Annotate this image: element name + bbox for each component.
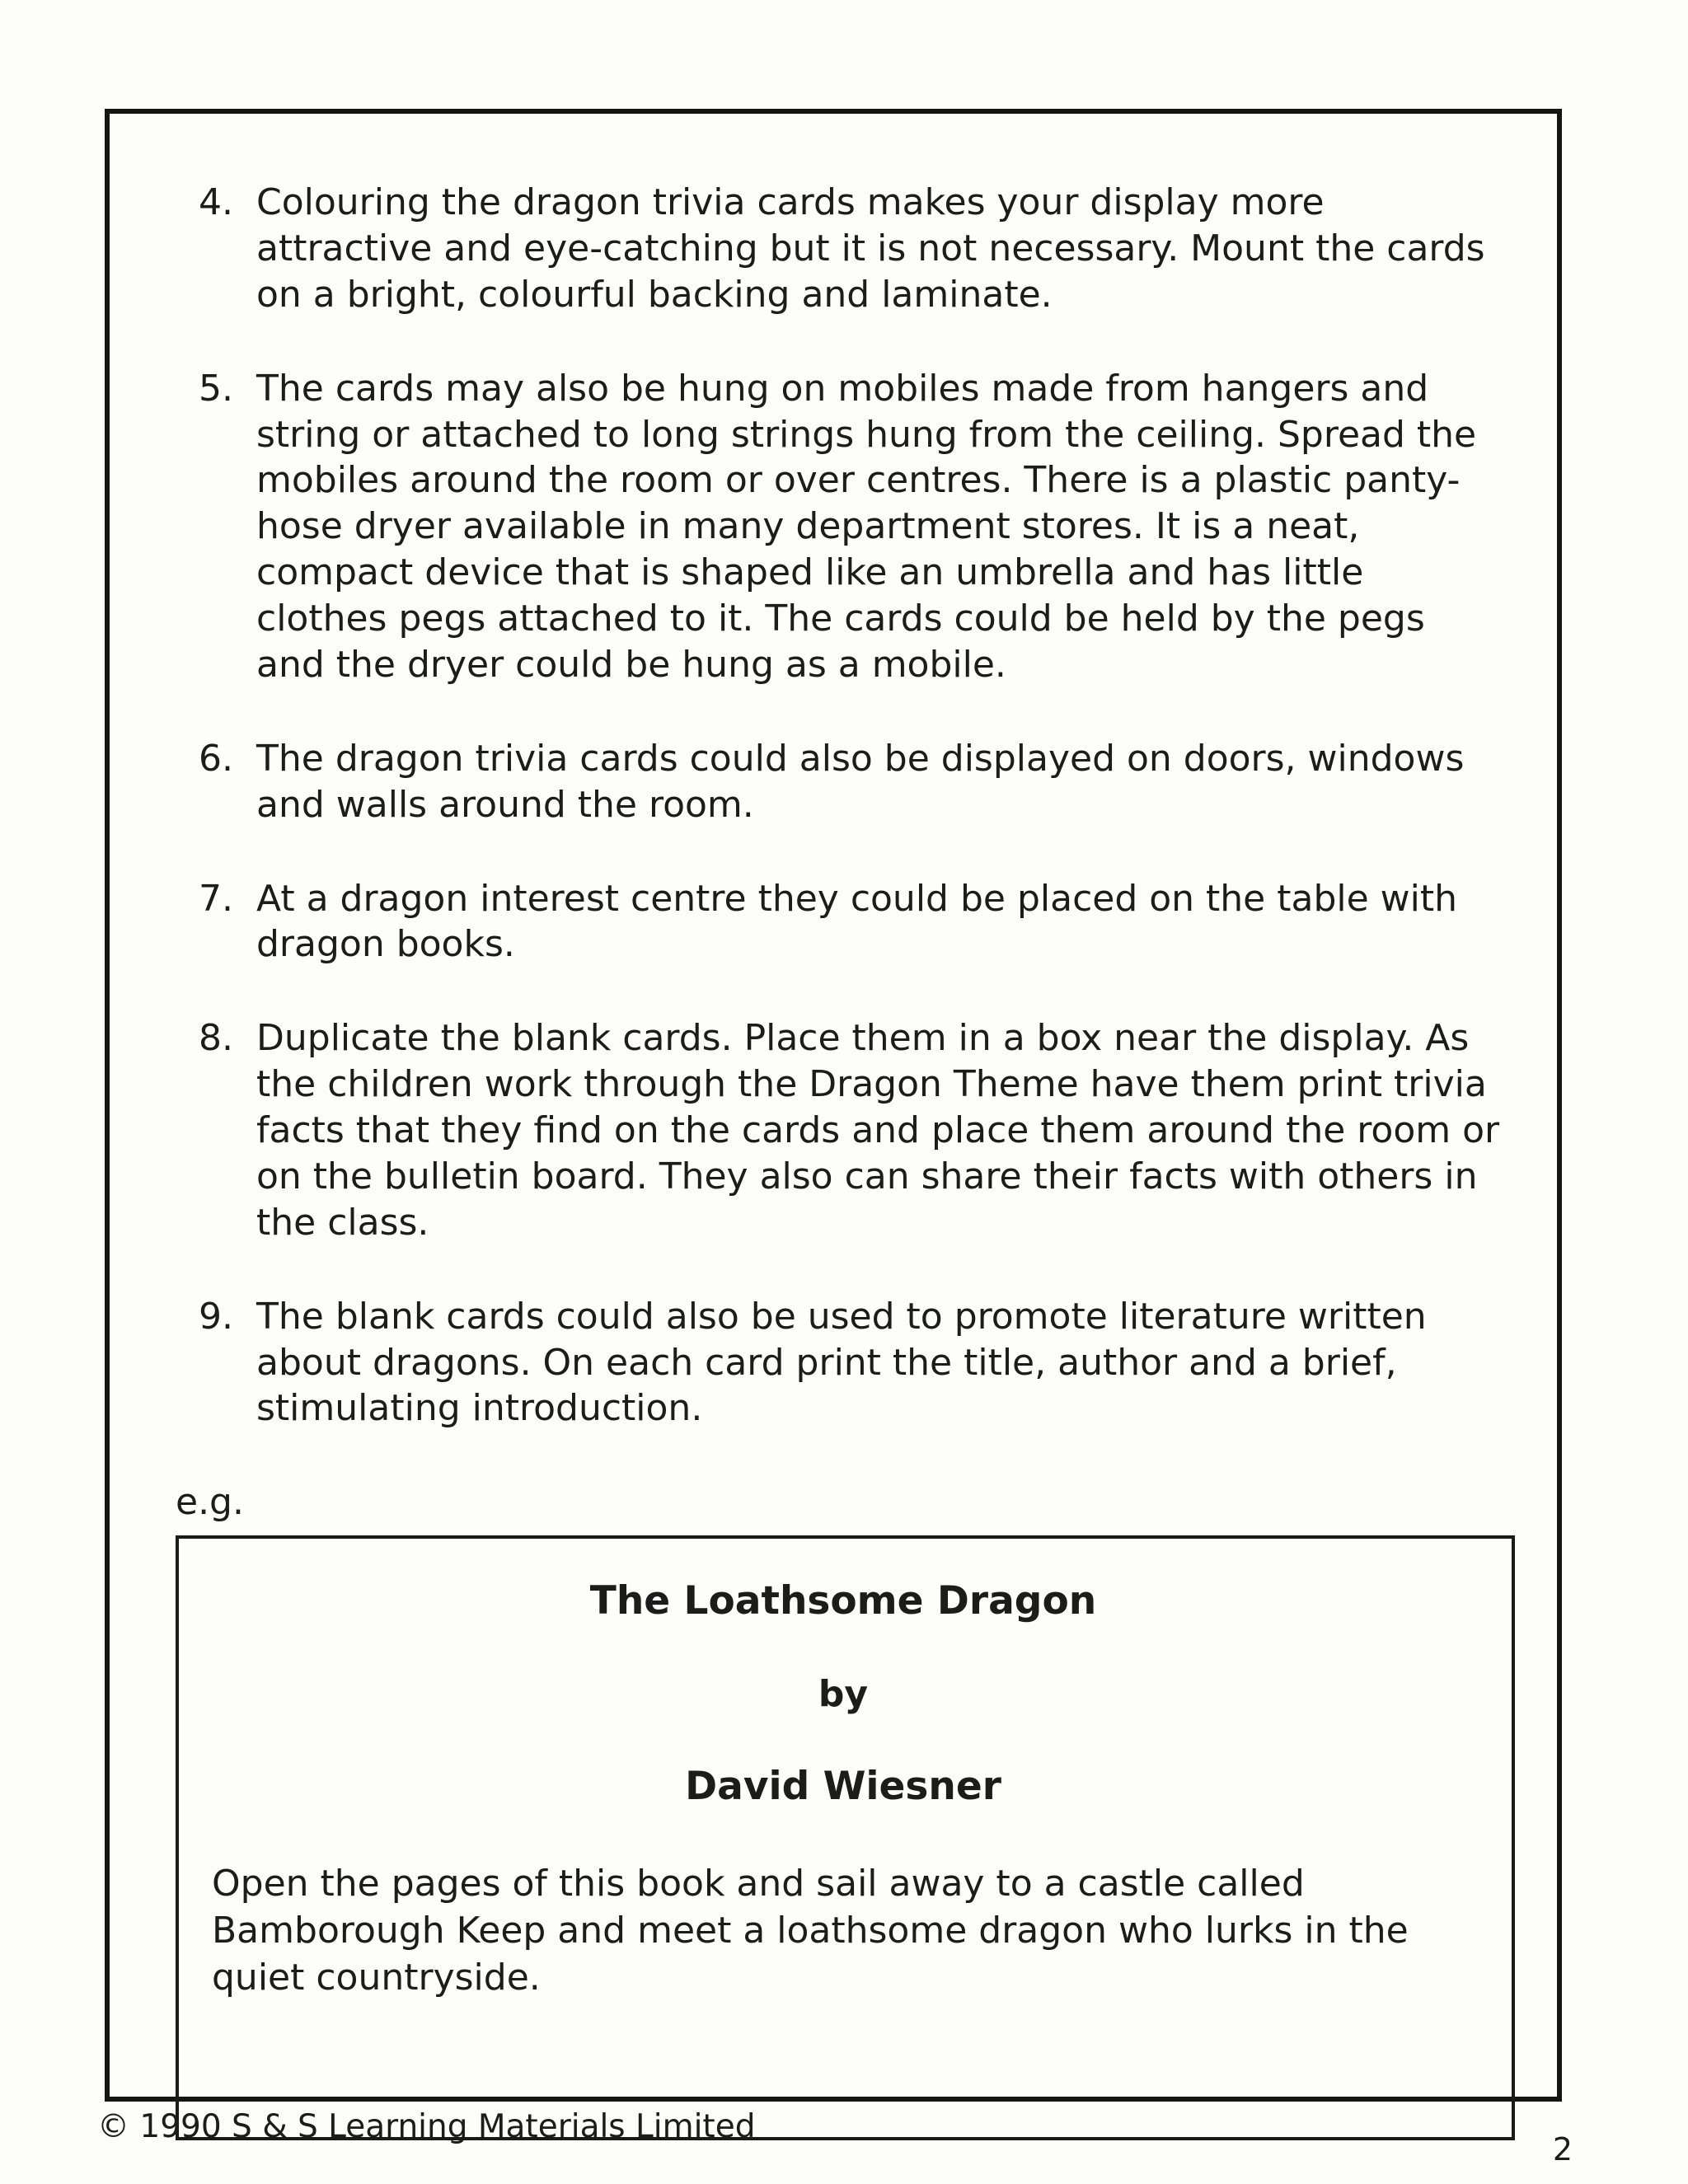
- example-card: [176, 1535, 1515, 2140]
- list-item-text: The blank cards could also be used to promote literature written about dragons. On each card print the title, author and a brief, stimulating introduction.: [256, 1295, 1427, 1430]
- list-item: [199, 1015, 1503, 1245]
- example-book-title: The Loathsome Dragon: [589, 1578, 1097, 1624]
- example-by-label: by: [818, 1672, 869, 1715]
- list-item-text: The dragon trivia cards could also be displayed on doors, windows and walls around the room.: [256, 737, 1465, 826]
- page-number: 2: [1552, 2131, 1573, 2168]
- page-footer: [97, 2108, 1573, 2168]
- list-item: [199, 1294, 1503, 1432]
- list-item-number: 9.: [199, 1295, 233, 1338]
- list-item: [199, 876, 1503, 968]
- example-author: David Wiesner: [685, 1764, 1001, 1810]
- list-item-text: Duplicate the blank cards. Place them in a box near the display. As the children work through the Dragon Theme have them print trivia facts that they find on the cards and place them around the room or on the bulletin board. They also can share their facts with others in the class.: [256, 1017, 1500, 1244]
- list-item-text: Colouring the dragon trivia cards makes your display more attractive and eye-catching but it is not necessary. Mount the cards on a bright, colourful backing and laminate.: [256, 181, 1485, 316]
- page-border-frame: [105, 109, 1562, 2102]
- list-item: [199, 366, 1503, 688]
- list-item: [199, 180, 1503, 318]
- example-description: Open the pages of this book and sail away to a castle called Bamborough Keep and meet a loathsome dragon who lurks in the quiet countryside.: [212, 1862, 1409, 1999]
- copyright-text: © 1990 S & S Learning Materials Limited: [97, 2108, 756, 2145]
- list-item-number: 7.: [199, 877, 233, 920]
- list-item-number: 4.: [199, 181, 233, 223]
- list-item-number: 5.: [199, 367, 233, 410]
- list-item-text: At a dragon interest centre they could be placed on the table with dragon books.: [256, 877, 1458, 966]
- list-item-text: The cards may also be hung on mobiles made from hangers and string or attached to long strings hung from the ceiling. Spread the mobiles around the room or over centres. There is a plastic panty-hose dryer available in many department stores. It is a neat, compact device that is shaped like an umbrella and has little clothes pegs attached to it. The cards could be held by the pegs and the dryer could be hung as a mobile.: [256, 367, 1477, 686]
- list-item: [199, 736, 1503, 828]
- list-item-number: 8.: [199, 1017, 233, 1060]
- list-item-number: 6.: [199, 737, 233, 780]
- example-label: e.g.: [176, 1481, 244, 1524]
- numbered-list: [199, 180, 1503, 1432]
